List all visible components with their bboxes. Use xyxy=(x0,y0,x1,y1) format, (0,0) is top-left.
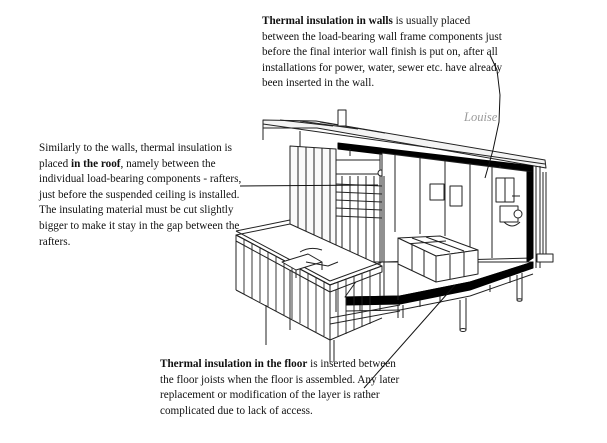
callout-walls-term: Thermal insulation in walls xyxy=(262,15,393,27)
roof-leader-line xyxy=(240,185,378,186)
wall-insulation xyxy=(527,166,553,268)
callout-walls xyxy=(262,14,507,92)
callout-floor-term: Thermal insulation in the floor xyxy=(160,358,308,370)
callout-roof-text-before: Similarly to the walls, thermal insulation is placed xyxy=(39,142,232,170)
callout-floor xyxy=(160,357,400,419)
callout-roof xyxy=(39,141,251,250)
callout-roof-term: in the roof xyxy=(71,157,121,170)
artist-signature: Louise xyxy=(464,110,498,124)
callout-floor-text: is inserted between the floor joists when the floor is assembled. Any later replacement or modification of the layer is rather complicated due to lack of access. xyxy=(160,358,400,417)
callout-roof-text-after: , namely between the individual load-bearing components - rafters, just before the suspended ceiling is installed. The insulating material must be cut slightly bigger to make it stay in the gap between the rafters. xyxy=(39,157,242,248)
callout-walls-text: is usually placed between the load-bearing wall frame components just before the final interior wall finish is put on, after all installations for power, water, sewer etc. have already been inserted in the wall. xyxy=(262,15,503,90)
